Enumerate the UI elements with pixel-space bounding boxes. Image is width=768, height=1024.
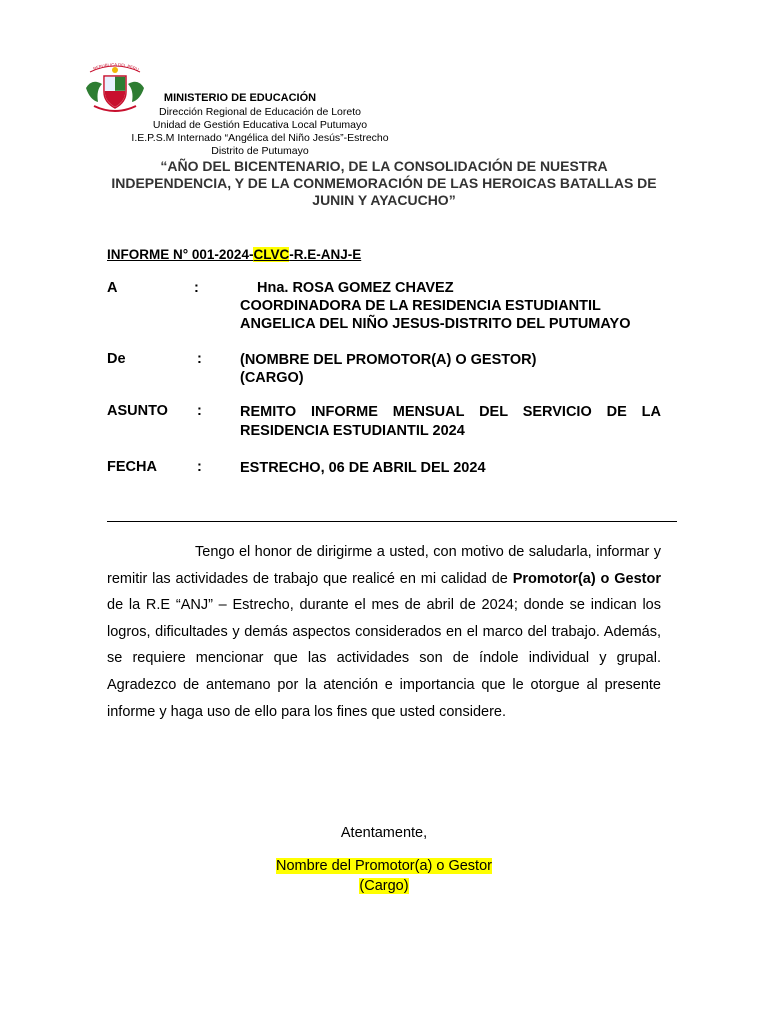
field-fecha-label: FECHA — [107, 459, 157, 475]
signer-name: Nombre del Promotor(a) o Gestor — [276, 858, 492, 874]
org-line: Distrito de Putumayo — [211, 145, 309, 157]
svg-text:REPUBLICA DEL PERU: REPUBLICA DEL PERU — [92, 61, 140, 73]
org-line: I.E.P.S.M Internado “Angélica del Niño Jesús”-Estrecho — [131, 132, 389, 144]
year-motto: “AÑO DEL BICENTENARIO, DE LA CONSOLIDACIÓN DE NUESTRA INDEPENDENCIA, Y DE LA CONMEMORACIÓN DE LAS HEROICAS BATALLAS DE JUNIN Y AYACUCHO” — [111, 158, 657, 208]
subject-text: REMITO INFORME MENSUAL DEL SERVICIO DE LA RESIDENCIA ESTUDIANTIL 2024 — [240, 404, 661, 439]
body-paragraph — [107, 539, 661, 725]
field-colon: : — [197, 403, 202, 419]
addressee-institution: ANGELICA DEL NIÑO JESUS-DISTRITO DEL PUTUMAYO — [240, 316, 631, 332]
report-reference — [107, 247, 361, 262]
signer-role: (Cargo) — [359, 878, 409, 894]
org-line: Unidad de Gestión Educativa Local Putumayo — [152, 119, 368, 131]
body-text-part1: Tengo el honor de dirigirme a usted, con motivo de saludarla, informar y remitir las actividades de trabajo que realicé en mi calidad de — [107, 544, 661, 587]
ref-highlight: CLVC — [253, 247, 290, 262]
field-colon: : — [197, 459, 202, 475]
body-text-part2: de la R.E “ANJ” – Estrecho, durante el mes de abril de 2024; donde se indican los logros, dificultades y demás aspectos considerados en el marco del trabajo. Además, se requiere mencionar que las actividades son de índole individual y grupal. Agradezco de antemano por la atención e importancia que le otorgue al presente informe y haga uso de ello para los fines que usted considere. — [107, 597, 661, 720]
salutation: Atentamente, — [340, 825, 428, 841]
sender-name: (NOMBRE DEL PROMOTOR(A) O GESTOR) — [240, 352, 537, 368]
sender-role: (CARGO) — [240, 370, 304, 386]
signer-name-wrap — [0, 858, 768, 874]
signer-role-wrap — [0, 878, 768, 894]
field-colon: : — [194, 280, 199, 296]
ref-prefix: INFORME N° 001-2024- — [107, 247, 254, 262]
ministry-name: MINISTERIO DE EDUCACIÓN — [163, 92, 317, 104]
org-line: Dirección Regional de Educación de Loreto — [159, 106, 361, 118]
addressee-name: Hna. ROSA GOMEZ CHAVEZ — [257, 280, 454, 296]
field-asunto-label: ASUNTO — [107, 403, 168, 419]
divider-line — [107, 521, 677, 522]
field-colon: : — [197, 351, 202, 367]
addressee-title: COORDINADORA DE LA RESIDENCIA ESTUDIANTIL — [240, 298, 601, 314]
field-de-label: De — [107, 351, 126, 367]
field-a-label: A — [107, 280, 118, 296]
date-text: ESTRECHO, 06 DE ABRIL DEL 2024 — [240, 460, 486, 476]
body-text-bold: Promotor(a) o Gestor — [512, 570, 662, 587]
ref-suffix: -R.E-ANJ-E — [289, 247, 362, 262]
